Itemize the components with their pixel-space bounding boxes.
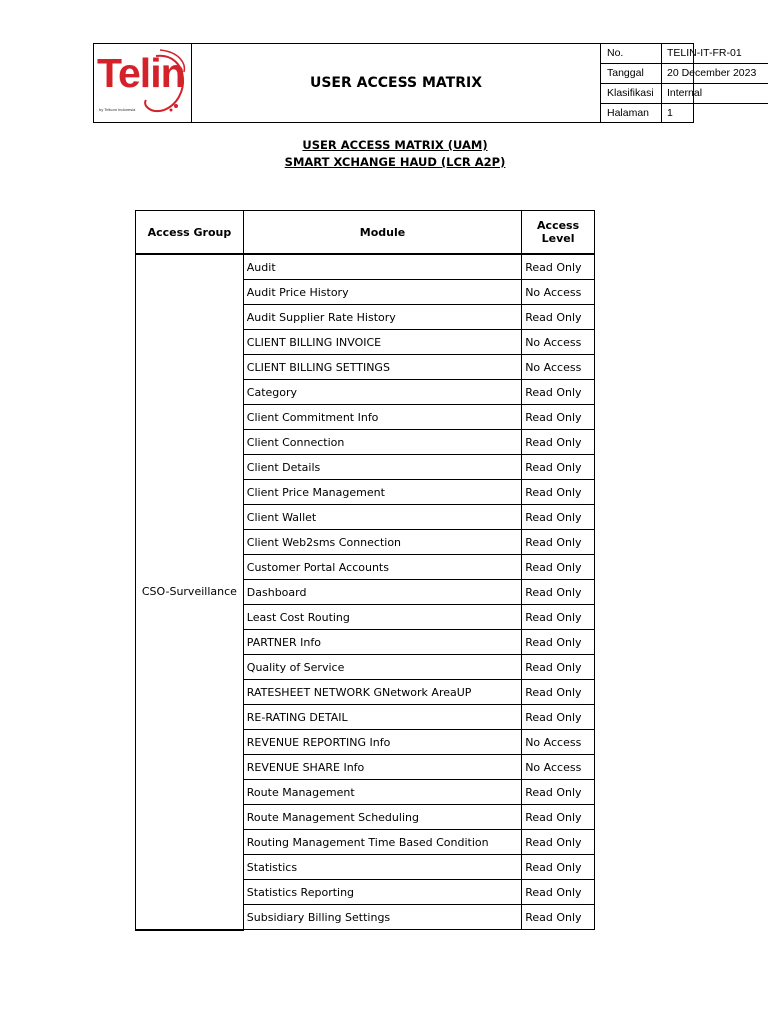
access-level-cell: Read Only <box>522 630 595 655</box>
access-level-cell: Read Only <box>522 530 595 555</box>
column-header-access-level: Access Level <box>522 211 595 255</box>
module-cell: Category <box>243 380 521 405</box>
access-level-cell: Read Only <box>522 655 595 680</box>
document-title: USER ACCESS MATRIX (UAM) <box>302 138 488 152</box>
document-header <box>93 43 757 123</box>
access-level-cell: Read Only <box>522 254 595 280</box>
access-level-cell: Read Only <box>522 780 595 805</box>
access-matrix-table <box>135 210 595 931</box>
meta-value: TELIN-IT-FR-01 <box>661 44 768 63</box>
meta-value: Internal <box>661 84 768 103</box>
meta-label: Halaman <box>607 107 650 119</box>
module-cell: Client Details <box>243 455 521 480</box>
document-meta-table <box>601 44 757 122</box>
module-cell: RE-RATING DETAIL <box>243 705 521 730</box>
meta-row-page <box>601 104 768 124</box>
module-cell: CLIENT BILLING INVOICE <box>243 330 521 355</box>
access-level-cell: No Access <box>522 755 595 780</box>
module-cell: Route Management <box>243 780 521 805</box>
access-level-cell: Read Only <box>522 405 595 430</box>
module-cell: Client Web2sms Connection <box>243 530 521 555</box>
module-cell: Client Wallet <box>243 505 521 530</box>
access-level-cell: Read Only <box>522 430 595 455</box>
access-group-cell: CSO-Surveillance <box>136 254 244 930</box>
module-cell: PARTNER Info <box>243 630 521 655</box>
module-cell: Audit Supplier Rate History <box>243 305 521 330</box>
company-logo <box>94 44 192 122</box>
access-level-cell: Read Only <box>522 555 595 580</box>
access-level-cell: Read Only <box>522 680 595 705</box>
module-cell: CLIENT BILLING SETTINGS <box>243 355 521 380</box>
access-level-cell: Read Only <box>522 805 595 830</box>
module-cell: Statistics <box>243 855 521 880</box>
access-level-cell: Read Only <box>522 455 595 480</box>
meta-label: No. <box>607 47 624 59</box>
access-level-cell: No Access <box>522 280 595 305</box>
module-cell: Client Price Management <box>243 480 521 505</box>
access-level-cell: No Access <box>522 355 595 380</box>
column-header-access-group: Access Group <box>136 211 244 255</box>
access-level-cell: Read Only <box>522 705 595 730</box>
access-level-cell: Read Only <box>522 905 595 930</box>
meta-row-number <box>601 44 768 64</box>
meta-value: 1 <box>661 104 768 123</box>
access-level-cell: Read Only <box>522 380 595 405</box>
logo-wordmark: Telin <box>97 50 185 96</box>
module-cell: Route Management Scheduling <box>243 805 521 830</box>
module-cell: Statistics Reporting <box>243 880 521 905</box>
module-cell: Quality of Service <box>243 655 521 680</box>
access-level-cell: Read Only <box>522 880 595 905</box>
access-level-cell: No Access <box>522 730 595 755</box>
meta-label: Tanggal <box>607 67 644 79</box>
meta-value: 20 December 2023 <box>661 64 768 83</box>
module-cell: Subsidiary Billing Settings <box>243 905 521 930</box>
module-cell: REVENUE REPORTING Info <box>243 730 521 755</box>
module-cell: Routing Management Time Based Condition <box>243 830 521 855</box>
access-level-cell: Read Only <box>522 480 595 505</box>
module-cell: Client Commitment Info <box>243 405 521 430</box>
meta-row-classification <box>601 84 768 104</box>
module-cell: Dashboard <box>243 580 521 605</box>
access-level-cell: Read Only <box>522 855 595 880</box>
module-cell: Customer Portal Accounts <box>243 555 521 580</box>
table-body <box>136 254 595 930</box>
meta-label: Klasifikasi <box>607 87 654 99</box>
header-title: USER ACCESS MATRIX <box>192 44 601 122</box>
meta-row-date <box>601 64 768 84</box>
module-cell: Least Cost Routing <box>243 605 521 630</box>
module-cell: REVENUE SHARE Info <box>243 755 521 780</box>
logo-tagline: by Telkom Indonesia <box>99 107 136 112</box>
document-title-block <box>0 137 768 171</box>
access-level-cell: Read Only <box>522 830 595 855</box>
table-header-row <box>136 211 595 255</box>
module-cell: Audit <box>243 254 521 280</box>
module-cell: Client Connection <box>243 430 521 455</box>
column-header-module: Module <box>243 211 521 255</box>
access-level-cell: Read Only <box>522 580 595 605</box>
module-cell: Audit Price History <box>243 280 521 305</box>
access-level-cell: Read Only <box>522 605 595 630</box>
access-level-cell: Read Only <box>522 505 595 530</box>
module-cell: RATESHEET NETWORK GNetwork AreaUP <box>243 680 521 705</box>
document-subtitle: SMART XCHANGE HAUD (LCR A2P) <box>284 155 506 169</box>
access-level-cell: Read Only <box>522 305 595 330</box>
access-level-cell: No Access <box>522 330 595 355</box>
table-row <box>136 254 595 280</box>
